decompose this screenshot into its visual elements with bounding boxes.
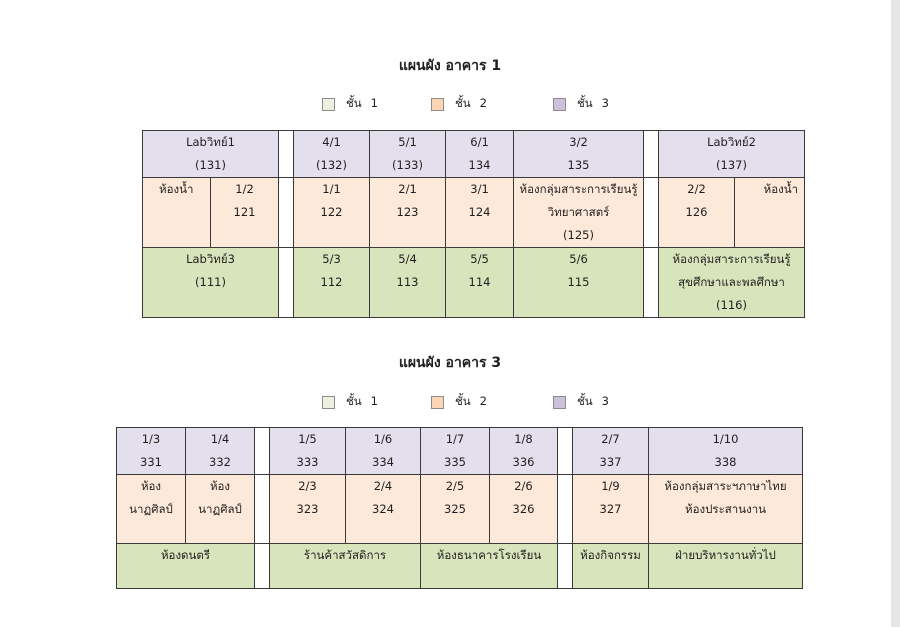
legend-floor-1: ชั้น 1: [322, 393, 378, 411]
room-cell: 2/7 337: [573, 428, 649, 475]
building3-legend: [0, 393, 900, 413]
room-lab-science-1: Labวิทย์1 (131): [143, 131, 279, 178]
room-cell: 1/2 121: [211, 178, 279, 248]
building3-floor1-row: [117, 544, 803, 589]
building1-title: แผนผัง อาคาร 1: [398, 58, 502, 74]
building3-title: แผนผัง อาคาร 3: [398, 355, 502, 371]
legend-floor-2: ชั้น 2: [431, 393, 487, 411]
room-cell: 5/3 112: [294, 248, 370, 318]
room-cell: 5/6 115: [514, 248, 644, 318]
building1-floor3-row: [143, 131, 805, 178]
building1-legend: [0, 95, 900, 115]
building1-floor2-row: [143, 178, 805, 248]
room-cell: 5/5 114: [446, 248, 514, 318]
floor-3-swatch: [553, 396, 566, 409]
legend-floor-1: ชั้น 1: [322, 95, 378, 113]
room-cell: 1/5 333: [270, 428, 346, 475]
floor-3-swatch: [553, 98, 566, 111]
room-toilet-left: ห้องน้ำ: [143, 178, 211, 248]
room-school-bank: ห้องธนาคารโรงเรียน: [421, 544, 558, 589]
room-cell: 2/2 126: [659, 178, 735, 248]
floor-1-swatch: [322, 98, 335, 111]
room-general-admin: ฝ่ายบริหารงานทั่วไป: [649, 544, 803, 589]
room-cell: 2/3 323: [270, 475, 346, 544]
corridor: [255, 544, 270, 589]
building1-floor-plan: [142, 130, 805, 318]
room-cell: 1/6 334: [346, 428, 421, 475]
room-cell: 5/4 113: [370, 248, 446, 318]
corridor: [644, 178, 659, 248]
room-dance-1: ห้อง นาฏศิลป์: [117, 475, 186, 544]
corridor: [644, 248, 659, 318]
room-toilet-right: ห้องน้ำ: [735, 178, 805, 248]
room-music: ห้องดนตรี: [117, 544, 255, 589]
corridor: [279, 248, 294, 318]
floor-2-swatch: [431, 396, 444, 409]
room-science-department: ห้องกลุ่มสาระการเรียนรู้ วิทยาศาสตร์ (125): [514, 178, 644, 248]
building1-floor1-row: [143, 248, 805, 318]
room-welfare-shop: ร้านค้าสวัสดิการ: [270, 544, 421, 589]
room-cell: 3/2 135: [514, 131, 644, 178]
floor-1-swatch: [322, 396, 335, 409]
room-cell: 1/4 332: [186, 428, 255, 475]
room-lab-science-3: Labวิทย์3 (111): [143, 248, 279, 318]
room-cell: 6/1 134: [446, 131, 514, 178]
legend-floor-2: ชั้น 2: [431, 95, 487, 113]
room-cell: 4/1 (132): [294, 131, 370, 178]
corridor: [279, 178, 294, 248]
room-dance-2: ห้อง นาฏศิลป์: [186, 475, 255, 544]
room-thai-department: ห้องกลุ่มสาระฯภาษาไทย ห้องประสานงาน: [649, 475, 803, 544]
room-cell: 1/3 331: [117, 428, 186, 475]
floor-2-swatch: [431, 98, 444, 111]
corridor: [558, 428, 573, 475]
room-cell: 2/5 325: [421, 475, 490, 544]
room-cell: 2/1 123: [370, 178, 446, 248]
corridor: [279, 131, 294, 178]
room-cell: 5/1 (133): [370, 131, 446, 178]
corridor: [558, 475, 573, 544]
building3-floor2-row: [117, 475, 803, 544]
building3-floor3-row: [117, 428, 803, 475]
room-cell: 1/7 335: [421, 428, 490, 475]
room-cell: 2/4 324: [346, 475, 421, 544]
corridor: [644, 131, 659, 178]
building3-floor-plan: [116, 427, 803, 589]
room-health-pe-department: ห้องกลุ่มสาระการเรียนรู้ สุขศึกษาและพลศึกษา (116): [659, 248, 805, 318]
room-cell: 3/1 124: [446, 178, 514, 248]
corridor: [558, 544, 573, 589]
corridor: [255, 475, 270, 544]
room-lab-science-2: Labวิทย์2 (137): [659, 131, 805, 178]
room-cell: 1/9 327: [573, 475, 649, 544]
room-activity: ห้องกิจกรรม: [573, 544, 649, 589]
room-cell: 1/1 122: [294, 178, 370, 248]
room-cell: 2/6 326: [490, 475, 558, 544]
legend-floor-3: ชั้น 3: [553, 393, 609, 411]
legend-floor-3: ชั้น 3: [553, 95, 609, 113]
room-cell: 1/10 338: [649, 428, 803, 475]
corridor: [255, 428, 270, 475]
room-cell: 1/8 336: [490, 428, 558, 475]
